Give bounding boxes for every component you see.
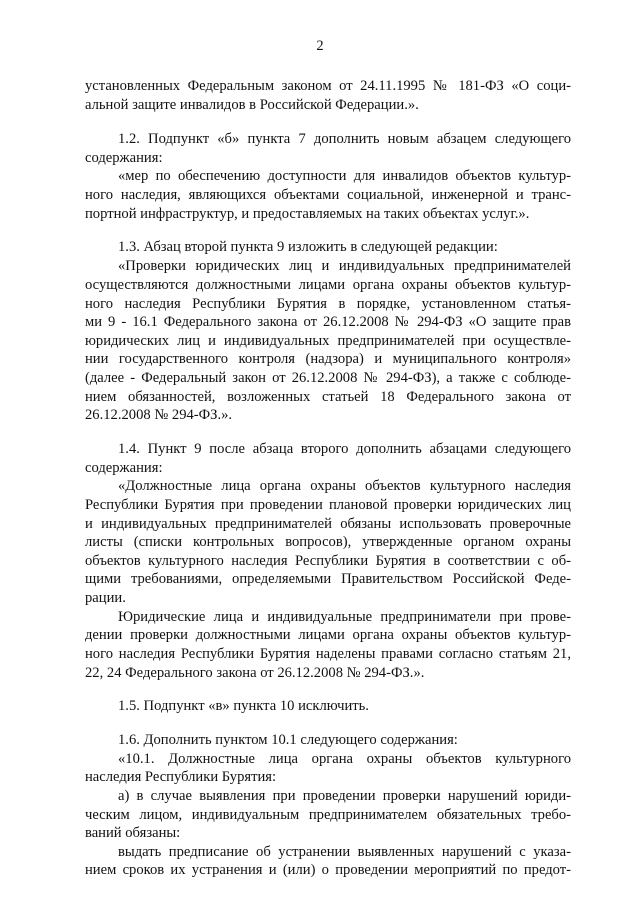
text-line: наследия Республики Бурятия: [85,769,277,785]
text-line: ми 9 - 16.1 Федерального закона от 26.12.2008 № 294-ФЗ «О защите прав [85,314,571,330]
text-line: «мер по обеспечению доступности для инвалидов объектов культур- [118,168,571,184]
text-line: листы (списки контрольных вопросов), утвержденные органом охраны [85,534,571,550]
text-line: осуществляются должностными лицами органа охраны объектов культур- [85,277,571,293]
text-line: юридических лиц и индивидуальных предпринимателей при осуществле- [85,333,571,349]
text-line: и индивидуальных предпринимателей обязаны использовать проверочные [85,516,571,532]
text-line: «Должностные лица органа охраны объектов культурного наследия [118,478,571,494]
text-line: Юридические лица и индивидуальные предприниматели при прове- [118,609,571,625]
text-line: нием сроков их устранения и (или) о проведении мероприятий по предот- [85,862,571,878]
text-line: выдать предписание об устранении выявленных нарушений с указа- [118,844,571,860]
text-line: портной инфраструктур, и предоставляемых на таких объектах услуг.». [85,206,530,222]
text-line: дении проверки должностными лицами органа охраны объектов культур- [85,627,571,643]
text-line: объектов культурного наследия Республики Бурятия в соответствии с об- [85,553,571,569]
text-line: альной защите инвалидов в Российской Федерации.». [85,97,419,113]
text-line: а) в случае выявления при проведении проверки нарушений юриди- [118,788,571,804]
text-line: (далее - Федеральный закон от 26.12.2008 № 294-ФЗ), а также с соблюде- [85,370,571,386]
text-line: «10.1. Должностные лица органа охраны объектов культурного [118,751,571,767]
text-line: нием обязанностей, возложенных статьей 18 Федерального закона от [85,389,571,405]
page-number: 2 [316,38,324,54]
text-line: установленных Федеральным законом от 24.11.1995 № 181-ФЗ «О соци- [85,78,571,94]
text-line: ного наследия Республики Бурятия наделены правами согласно статьям 21, [85,646,571,662]
text-line: 1.5. Подпункт «в» пункта 10 исключить. [118,698,369,714]
text-line: 1.2. Подпункт «б» пункта 7 дополнить новым абзацем следующего [118,131,571,147]
text-line: 22, 24 Федерального закона от 26.12.2008 № 294-ФЗ.». [85,665,425,681]
text-line: Республики Бурятия при проведении плановой проверки юридических лиц [85,497,571,513]
text-line: ного наследия, являющихся объектами социальной, инженерной и транс- [85,187,571,203]
text-line: содержания: [85,460,163,476]
text-line: щими требованиями, определяемыми Правительством Российской Феде- [85,571,571,587]
text-line: нии государственного контроля (надзора) и муниципального контроля» [85,351,571,367]
text-line: ного наследия Республики Бурятия в порядке, установленном статья- [85,296,571,312]
text-line: рации. [85,590,126,606]
text-line: 1.3. Абзац второй пункта 9 изложить в следующей редакции: [118,239,498,255]
text-line: содержания: [85,150,163,166]
text-line: «Проверки юридических лиц и индивидуальных предпринимателей [118,258,571,274]
text-line: 1.6. Дополнить пунктом 10.1 следующего содержания: [118,732,458,748]
text-line: ваний обязаны: [85,825,181,841]
text-line: 26.12.2008 № 294-ФЗ.». [85,407,233,423]
text-line: ческим лицом, индивидуальным предпринимателем обязательных требо- [85,807,571,823]
text-line: 1.4. Пункт 9 после абзаца второго дополнить абзацами следующего [118,441,571,457]
